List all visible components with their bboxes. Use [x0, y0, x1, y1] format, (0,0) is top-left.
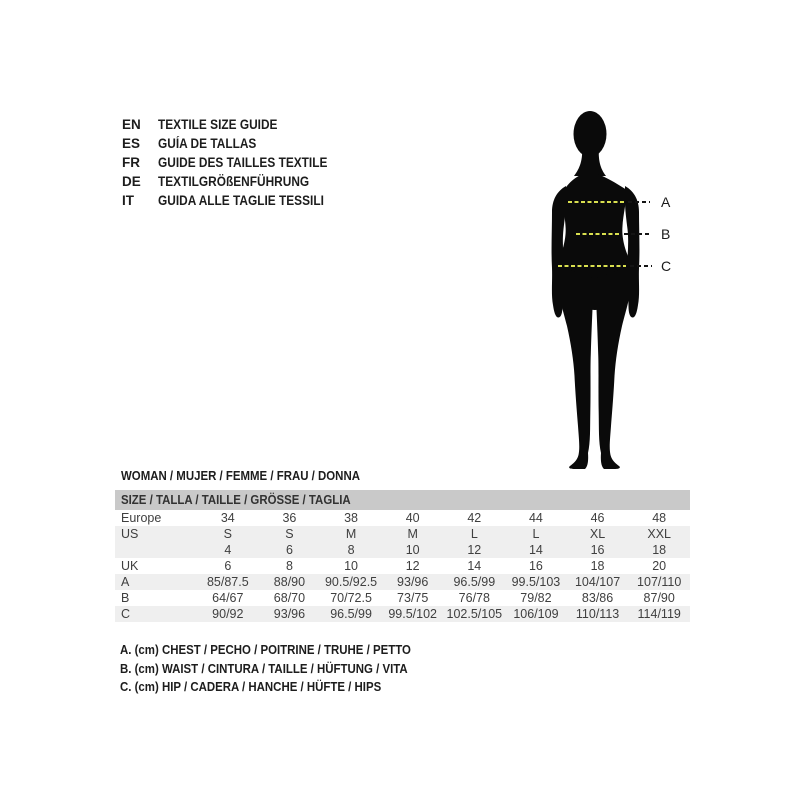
language-row	[122, 153, 351, 172]
table-cell: 68/70	[273, 591, 306, 605]
table-cell: 42	[467, 511, 482, 525]
table-cell: 6	[285, 543, 293, 557]
language-row	[122, 191, 351, 210]
language-row	[122, 134, 351, 153]
table-cell: 34	[220, 511, 235, 525]
table-cell: 102.5/105	[446, 607, 503, 621]
legend-line: C. (cm) HIP / CADERA / HANCHE / HÜFTE / HIPS	[120, 679, 382, 695]
table-cell: 99.5/103	[511, 575, 561, 589]
table-cell: 46	[590, 511, 605, 525]
table-cell: 8	[285, 559, 293, 573]
table-cell: 44	[528, 511, 543, 525]
woman-silhouette	[540, 108, 680, 473]
table-row	[115, 558, 690, 574]
table-cell: 79/82	[520, 591, 552, 605]
table-row	[115, 510, 690, 526]
table-cell: 96.5/99	[330, 607, 372, 621]
table-row-label: B	[121, 591, 130, 605]
table-cell: 87/90	[643, 591, 675, 605]
language-code: IT	[122, 193, 134, 208]
language-label: GUIDE DES TAILLES TEXTILE	[158, 155, 328, 170]
table-cell: 107/110	[637, 575, 682, 589]
table-cell: 14	[528, 543, 543, 557]
table-cell: S	[223, 527, 232, 541]
table-cell: 76/78	[458, 591, 490, 605]
table-cell: 73/75	[397, 591, 429, 605]
table-row-label	[115, 542, 197, 558]
language-code: ES	[122, 136, 141, 151]
table-row	[115, 526, 690, 542]
table-cell: 96.5/99	[453, 575, 496, 589]
table-cell: 6	[224, 559, 232, 573]
table-row-label: UK	[121, 559, 139, 573]
table-row	[115, 542, 690, 558]
table-cell: 99.5/102	[388, 607, 438, 621]
size-table	[115, 490, 690, 622]
table-cell: 85/87.5	[206, 575, 249, 589]
language-label: GUÍA DE TALLAS	[158, 136, 257, 151]
table-cell: 106/109	[513, 607, 559, 621]
language-label: TEXTILE SIZE GUIDE	[158, 117, 278, 132]
table-cell: 64/67	[212, 591, 244, 605]
table-cell: 4	[224, 543, 232, 557]
table-cell: 20	[652, 559, 667, 573]
table-cell: 12	[405, 559, 420, 573]
table-cell: 93/96	[397, 575, 429, 589]
measure-label-c: C	[661, 258, 672, 274]
table-cell: L	[470, 527, 478, 541]
language-label: TEXTILGRÖßENFÜHRUNG	[158, 174, 310, 189]
table-cell: 90.5/92.5	[324, 575, 378, 589]
table-row	[115, 590, 690, 606]
table-cell: 40	[405, 511, 420, 525]
table-cell: 104/107	[574, 575, 621, 589]
legend-line: A. (cm) CHEST / PECHO / POITRINE / TRUHE / PETTO	[120, 642, 411, 657]
table-cell: 10	[405, 543, 420, 557]
measure-label-a: A	[661, 194, 671, 210]
table-cell: 18	[652, 543, 667, 557]
table-row-label: A	[121, 575, 130, 589]
table-cell: XXL	[647, 527, 671, 541]
measurement-legend	[120, 641, 451, 697]
table-cell: 36	[282, 511, 297, 525]
table-cell: 48	[652, 511, 667, 525]
table-cell: L	[532, 527, 540, 541]
table-cell: 14	[467, 559, 482, 573]
language-label: GUIDA ALLE TAGLIE TESSILI	[158, 193, 324, 208]
size-table-header-text: SIZE / TALLA / TAILLE / GRÖSSE / TAGLIA	[121, 492, 351, 507]
table-cell: 18	[590, 559, 605, 573]
table-cell: 88/90	[273, 575, 306, 589]
table-cell: 10	[344, 559, 359, 573]
table-row-label: C	[121, 607, 131, 621]
silhouette-left-leg	[557, 266, 593, 469]
table-cell: S	[285, 527, 294, 541]
table-cell: 110/113	[575, 607, 620, 621]
table-cell: 16	[590, 543, 605, 557]
table-cell: M	[407, 527, 418, 541]
table-cell: 93/96	[273, 607, 306, 621]
table-row	[115, 574, 690, 590]
table-row-label: Europe	[121, 511, 162, 525]
language-code: EN	[122, 117, 141, 132]
table-cell: 70/72.5	[330, 591, 372, 605]
language-row	[122, 115, 351, 134]
size-table-header	[115, 490, 690, 510]
language-list	[122, 115, 351, 210]
table-cell: 114/119	[637, 607, 681, 621]
table-cell: 83/86	[581, 591, 614, 605]
legend-line: B. (cm) WAIST / CINTURA / TAILLE / HÜFTUNG / VITA	[120, 660, 408, 676]
table-cell: 8	[347, 543, 355, 557]
measure-label-b: B	[661, 226, 671, 242]
table-cell: 12	[467, 543, 482, 557]
language-row	[122, 172, 351, 191]
table-cell: M	[345, 527, 357, 541]
table-cell: XL	[589, 527, 606, 541]
size-table-body	[115, 510, 690, 622]
table-cell: 16	[528, 559, 543, 573]
table-row-label: US	[121, 527, 139, 541]
silhouette-right-leg	[596, 266, 632, 469]
table-cell: 90/92	[212, 607, 244, 621]
table-cell: 38	[344, 511, 359, 525]
gender-heading: WOMAN / MUJER / FEMME / FRAU / DONNA	[121, 468, 360, 483]
table-row	[115, 606, 690, 622]
language-code: FR	[122, 155, 140, 170]
language-code: DE	[122, 174, 141, 189]
